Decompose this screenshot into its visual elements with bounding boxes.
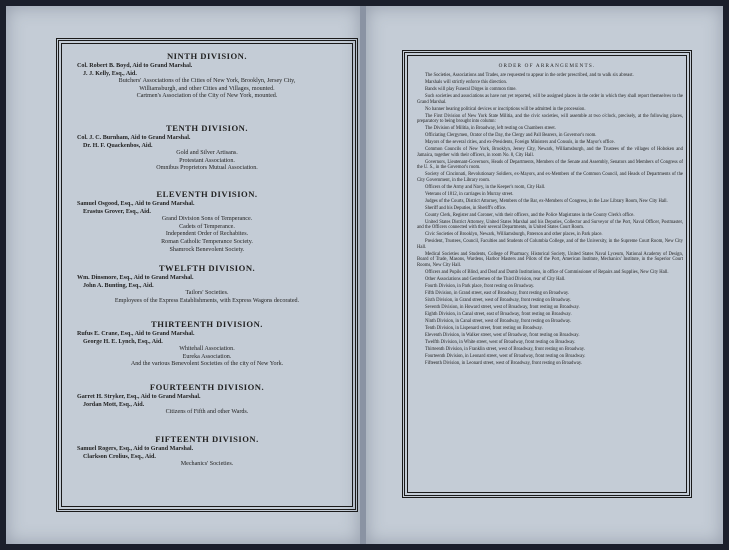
- society-line: Whitehall Association.: [179, 346, 235, 353]
- officer-line: Garret H. Stryker, Esq., Aid to Grand Marshal.: [77, 394, 201, 400]
- order-item: Eleventh Division, in Walker street, west of Broadway, front resting on Broadway.: [425, 332, 580, 338]
- order-item: Medical Societies and Students, College of Pharmacy, Historical Society, United States Naval Lyceum, National Academy of Design, Board of Trade, Masons, Wardens, Harbor Masters and Pilots of the Port, American Institute, Mechanics' Institute, in the Superior Court Rooms, New City Hall.: [417, 251, 683, 269]
- right-page: [366, 6, 723, 544]
- order-item: Thirteenth Division, in Franklin street, west of Broadway, front resting on Broadway.: [425, 346, 585, 352]
- order-item: Sixth Division, in Grand street, west of Broadway, front resting on Broadway.: [425, 297, 572, 303]
- order-list: [417, 73, 683, 368]
- order-item: Judges of the Courts, District Attorney, Members of the Bar, ex-Members of Congress, in the Law Library Room, New City Hall.: [425, 198, 668, 204]
- order-of-arrangements-frame: [402, 50, 692, 498]
- order-item: Civic Societies of Brooklyn, Newark, Williamsburgh, Paterson and other places, in Park place.: [425, 232, 603, 238]
- order-item: Fourth Division, in Park place, front resting on Broadway.: [425, 283, 535, 289]
- order-item: Officiating Clergymen, Orator of the Day, the Clergy and Pall Bearers, in Governor's room.: [425, 133, 597, 139]
- order-item: Tenth Division, in Lispenard street, front resting on Broadway.: [425, 325, 543, 331]
- order-item: President, Trustees, Council, Faculties and Students of Columbia College, and of the University, in the Supreme Court Room, New City Hall.: [417, 239, 683, 250]
- order-item: The Societies, Associations and Trades, are requested to appear in the order prescribed, and to walk six abreast.: [425, 73, 634, 78]
- society-line: Butchers' Associations of the Cities of New York, Brooklyn, Jersey City,: [118, 78, 296, 85]
- officer-line: Rufus E. Crane, Esq., Aid to Grand Marshal.: [77, 331, 195, 337]
- society-line: And the various Benevolent Societies of the city of New York.: [130, 361, 284, 368]
- officer-line: J. J. Kelly, Esq., Aid.: [83, 70, 137, 77]
- officer-line: Erastus Grover, Esq., Aid.: [83, 208, 151, 215]
- officer-line: George H. E. Lynch, Esq., Aid.: [83, 338, 163, 345]
- division-title: TENTH DIVISION.: [166, 123, 248, 133]
- officer-line: John A. Bunting, Esq., Aid.: [83, 282, 154, 289]
- officer-line: Col. Robert B. Boyd, Aid to Grand Marshal.: [77, 63, 193, 69]
- officer-line: Jordan Mott, Esq., Aid.: [83, 401, 145, 408]
- order-item: Society of Cincinnati, Revolutionary Soldiers, ex-Mayors, and ex-Members of the Common Council, and Heads of Departments of the City Government, in the Library room.: [417, 172, 683, 183]
- order-item: Fourteenth Division, in Leonard street, west of Broadway, front resting on Broadway.: [425, 353, 586, 359]
- society-line: Employees of the Express Establishments, with Express Wagons decorated.: [114, 297, 300, 304]
- division-title: TWELFTH DIVISION.: [158, 263, 256, 273]
- society-line: Williamsburgh, and other Cities and Villages, mounted.: [139, 85, 275, 92]
- society-line: Grand Division Sons of Temperance.: [161, 216, 253, 223]
- order-item: Fifth Division, in Grand street, east of Broadway, front resting on Broadway.: [425, 290, 570, 296]
- officer-line: Wm. Dinsmore, Esq., Aid to Grand Marshal.: [77, 275, 194, 281]
- society-line: Shamrock Benevolent Society.: [169, 246, 245, 253]
- society-line: Gold and Silver Artisans.: [176, 150, 238, 157]
- division-block: [59, 319, 355, 369]
- division-list-frame: [56, 38, 358, 512]
- society-line: Roman Catholic Temperance Society.: [161, 238, 253, 245]
- order-item: The Division of Militia, in Broadway, left resting on Chambers street.: [425, 126, 556, 132]
- order-item: No banner bearing political devices or inscriptions will be admitted in the procession.: [425, 106, 586, 112]
- order-item: Other Associations and Gentlemen of the Third Division, rear of City Hall.: [425, 277, 566, 282]
- order-title: ORDER OF ARRANGEMENTS.: [498, 63, 596, 69]
- order-item: Common Councils of New York, Brooklyn, Jersey City, Newark, Williamsburgh, and the Trustees of the villages of Hoboken and Jamaica, together with their officers, in room No. 8, City Hall.: [417, 147, 683, 158]
- division-title: FIFTEENTH DIVISION.: [155, 434, 259, 444]
- officer-line: Samuel Osgood, Esq., Aid to Grand Marshal.: [77, 201, 195, 207]
- order-item: Mayors of the several cities, and ex-Presidents, Foreign Ministers and Consuls, in the Mayor's office.: [425, 140, 615, 146]
- division-block: [59, 382, 355, 417]
- order-item: Officers of the Army and Navy, in the Keeper's room, City Hall.: [425, 184, 546, 190]
- society-line: Cadets of Temperance.: [179, 223, 235, 230]
- society-line: Mechanics' Societies.: [180, 461, 234, 468]
- society-line: Omnibus Proprietors Mutual Association.: [156, 165, 258, 172]
- officer-line: Clarkson Crolius, Esq., Aid.: [83, 453, 156, 460]
- officer-line: Dr. H. F. Quackenbos, Aid.: [83, 142, 153, 149]
- order-item: Sheriff and his Deputies, in Sheriff's office.: [425, 205, 507, 211]
- left-page: [6, 6, 360, 544]
- officer-line: Col. J. C. Burnham, Aid to Grand Marshal.: [77, 135, 191, 141]
- society-line: Citizens of Fifth and other Wards.: [165, 409, 249, 416]
- order-item: Bands will play Funeral Dirges in common time.: [425, 86, 517, 92]
- order-item: Fifteenth Division, in Leonard street, west of Broadway, front resting on Broadway.: [425, 360, 583, 366]
- order-item: Seventh Division, in Howard street, west of Broadway, front resting on Broadway.: [425, 304, 580, 310]
- order-item: Marshals will strictly enforce this direction.: [425, 79, 508, 85]
- order-item: Eighth Division, in Canal street, east of Broadway, front resting on Broadway.: [425, 311, 572, 317]
- society-line: Tailors' Societies.: [185, 290, 229, 297]
- order-item: County Clerk, Register and Coroner, with their officers, and the Police Magistrates in the County Clerk's office.: [425, 212, 635, 218]
- order-item: The First Division of New York State Militia, and the civic societies, will assemble at two o'clock, precisely, at the following places, preparatory to being brought into column:: [417, 113, 683, 125]
- division-title: FOURTEENTH DIVISION.: [149, 382, 265, 392]
- order-item: Officers and Pupils of Blind, and Deaf and Dumb Institutions, in office of Commissioner of Repairs and Supplies, New City Hall.: [425, 270, 669, 276]
- order-item: United States District Attorney, United States Marshal and his Deputies, Collector and Surveyor of the Port, Naval Officer, Postmaster, and the Officers connected with their several Departments, in United States Court Room.: [417, 219, 683, 231]
- division-block: [59, 123, 355, 173]
- society-line: Protestant Association.: [179, 157, 235, 164]
- society-line: Cartmen's Association of the City of New York, mounted.: [136, 93, 278, 100]
- order-item: Such societies and associations as have not yet reported, will be assigned places in the order in which they shall report themselves to the Grand Marshal.: [417, 93, 683, 105]
- order-item: Governors, Lieutenant-Governors, Heads of Departments, Members of the Senate and Assembly, Senators and Members of Congress of the U. S., in the Governor's room.: [417, 159, 683, 171]
- society-line: Eureka Association.: [182, 353, 232, 360]
- division-title: THIRTEENTH DIVISION.: [151, 319, 263, 329]
- officer-line: Samuel Rogers, Esq., Aid to Grand Marshal.: [77, 446, 194, 452]
- division-block: [59, 434, 355, 469]
- division-block: [59, 263, 355, 305]
- order-item: Ninth Division, in Canal street, west of Broadway, front resting on Broadway.: [425, 318, 572, 324]
- division-block: [59, 189, 355, 254]
- division-title: NINTH DIVISION.: [166, 51, 248, 61]
- order-item: Veterans of 1812, in carriages in Murray street.: [425, 191, 514, 197]
- society-line: Independent Order of Rechabites.: [165, 231, 249, 238]
- order-item: Twelfth Division, in White street, west of Broadway, front resting on Broadway.: [425, 339, 576, 345]
- division-block: [59, 51, 355, 101]
- division-title: ELEVENTH DIVISION.: [156, 189, 258, 199]
